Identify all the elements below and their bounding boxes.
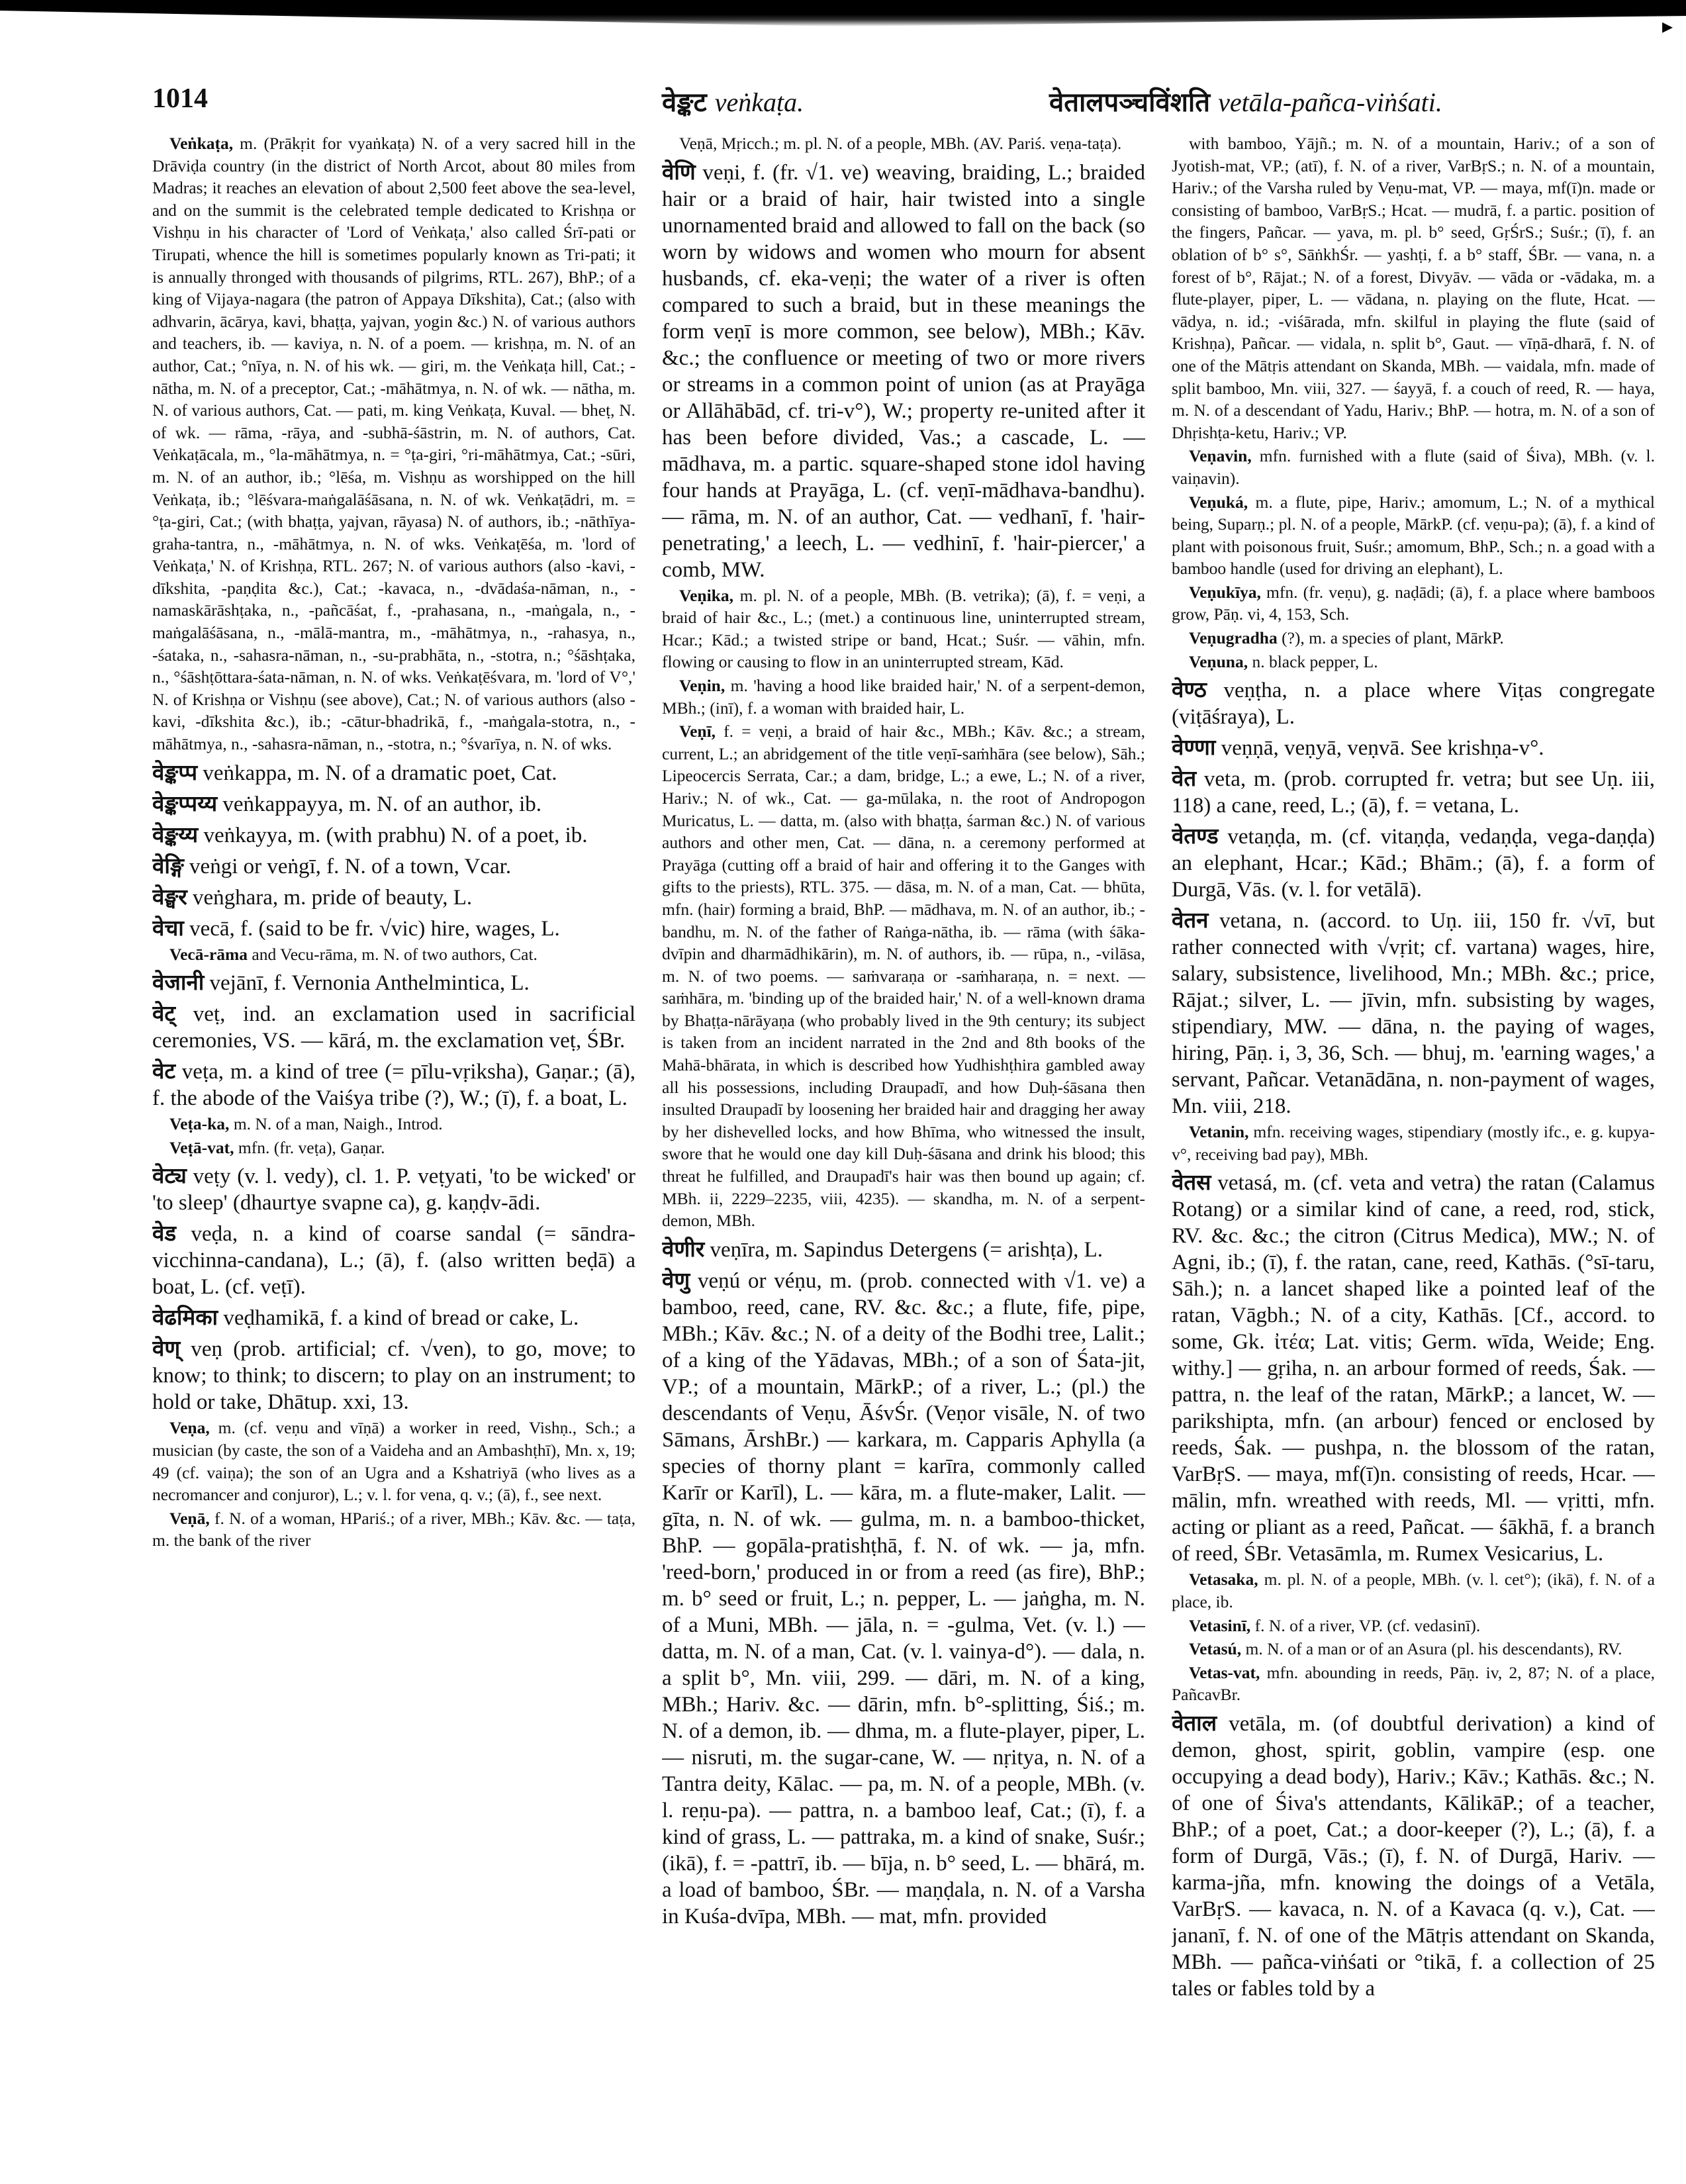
entry-definition: mfn. furnished with a flute (said of Śiva), MBh. (v. l. vaiṇavin).: [1172, 446, 1655, 488]
entry-headword: Vetas-vat,: [1189, 1662, 1260, 1682]
dictionary-entry: [152, 1335, 635, 1415]
dictionary-entry: [152, 943, 635, 966]
entry-headword: Veṇa,: [169, 1418, 210, 1438]
entry-definition: mfn. (fr. veṭa), Gaṇar.: [234, 1137, 385, 1157]
entry-definition: vecā, f. (said to be fr. √vic) hire, wages, L.: [183, 916, 560, 941]
dictionary-entry: [1172, 1615, 1655, 1637]
entry-definition: veṇú or véṇu, m. (prob. connected with √1. ve) a bamboo, reed, cane, RV. &c. &c.; a flute, fife, pipe, MBh.; Kāv. &c.; N. of a deity of the Bodhi tree, Lalit.; of a king of the Yādavas, MBh.; of a son of Śata-jit, VP.; of a mountain, MārkP.; of a river, L.; (pl.) the descendants of Veṇu, ĀśvŚr. (Veṇor visāle, N. of two Sāmans, ĀrshBr.) — karkara, m. Capparis Aphylla (a species of thorny plant = karīra, commonly called Karīr or Karīl), L. — kāra, m. a flute-maker, Lalit. — gīta, n. N. of wk. — gulma, m. n. a bamboo-thicket, BhP. — gopāla-pratishṭhā, f. N. of wk. — ja, mfn. 'reed-born,' produced in or from a reed (as fire), BhP.; m. b° seed or fruit, L.; n. pepper, L. — jaṅgha, m. N. of a Muni, MBh. — jāla, n. = -gulma, Vet. (v. l.) — datta, m. N. of a man, Cat. (v. l. vainya-d°). — dala, n. a split b°, Mn. viii, 299. — dāri, m. N. of a king, MBh.; Hariv. &c. — dārin, mfn. b°-splitting, Śiś.; m. N. of a demon, ib. — dhma, m. a flute-player, piper, L. — nisruti, m. the sugar-cane, W. — nṛitya, n. N. of a Tantra deity, Kālac. — pa, m. N. of a people, MBh. (v. l. reṇu-pa). — pattra, n. a bamboo leaf, Cat.; (ī), f. a kind of grass, L. — pattraka, m. a kind of snake, Suśr.; (ikā), f. = -pattrī, ib. — bīja, n. b° seed, L. — bhārá, m. a load of bamboo, ŚBr. — maṇḍala, n. N. of a Varsha in Kuśa-dvīpa, MBh. — mat, mfn. provided: [662, 1268, 1145, 1928]
right-headword-roman: vetāla-pañca-viṅśati.: [1218, 87, 1442, 117]
entry-headword: वेणि: [662, 158, 696, 185]
entry-definition: veṇ (prob. artificial; cf. √ven), to go, move; to know; to think; to discern; to play on an instrument; to hold or take, Dhātup. xxi, 13.: [152, 1337, 635, 1415]
entry-definition: with bamboo, Yājñ.; m. N. of a mountain, Hariv.; of a son of Jyotish-mat, VP.; (atī), f. N. of a river, VarBṛS.; n. N. of a mountain, Hariv.; of the Varsha ruled by Veṇu-mat, VP. — maya, mf(ī)n. made or consisting of bamboo, VarBṛS.; Hcat. — mudrā, f. a partic. position of the fingers, Pañcar. — yava, m. pl. b° seed, GṛŚrS.; Suśr.; (ī), f. an oblation of b° s°, SāṅkhŚr. — yashṭi, f. a b° staff, ŚBr. — vana, n. a forest of b°, Rājat.; N. of a forest, Divyāv. — vāda or -vādaka, m. a flute-player, piper, L. — vādana, n. playing on the flute, Hcat. — vādya, n. id.; -viśārada, mfn. skilful in playing the flute (said of Krishṇa), Pañcar. — vidala, n. split b°, Gaut. — vīṇā-dharā, f. N. of one of the Mātṛis attendant on Skanda, MBh. — vaidala, mfn. made of split bamboo, Mn. viii, 327. — śayyā, f. a couch of reed, R. — haya, m. N. of a descendant of Yadu, Hariv.; BhP. — hotra, m. N. of a son of Dhṛishṭa-ketu, Hariv.; VP.: [1172, 134, 1655, 442]
entry-definition: veṭa, m. a kind of tree (= pīlu-vṛiksha), Gaṇar.; (ā), f. the abode of the Vaiśya tribe (?), W.; (ī), f. a boat, L.: [152, 1060, 635, 1111]
dictionary-entry: [662, 675, 1145, 719]
entry-definition: m. pl. N. of a people, MBh. (B. vetrika); (ā), f. = veṇi, a braid of hair &c., L.; (met.) a continuous line, uninterrupted stream, Hcar.; Kād.; a twisted stripe or band, Hcat.; Suśr. — vāhin, mfn. flowing or causing to flow in an uninterrupted stream, Kād.: [662, 585, 1145, 672]
entry-headword: वेङ्घर: [152, 883, 187, 910]
dictionary-columns: [152, 132, 1662, 2145]
entry-definition: veṇīra, m. Sapindus Detergens (= arishṭa), L.: [704, 1237, 1103, 1262]
entry-definition: f. = veṇi, a braid of hair &c., MBh.; Kāv. &c.; a stream, current, L.; an abridgement of the title veṇī-saṁhāra (see below), Sāh.; Lipeocercis Serrata, Car.; a dam, bridge, L.; a ewe, L.; N. of a river, Hariv.; N. of wk., Cat. — ga-mūlaka, n. the root of Andropogon Muricatus, L. — datta, m. (also with bhaṭṭa, śarman &c.) N. of various authors and other men, Cat. — dāna, n. a ceremony performed at Prayāga (cutting off a braid of hair and offering it to the Ganges with gifts to the priests), RTL. 375. — dāsa, m. N. of a man, Cat. — bhūta, mfn. (hair) forming a braid, BhP. — mādhava, m. N. of an author, ib.; -bandhu, m. N. of the father of Raṅga-nātha, ib. — rāma (with śāka-dvīpin and dharmādhikārin), m. N. of authors, ib. — rūpa, n., -vilāsa, m. N. of two poems. — saṁvaraṇa or -saṁharaṇa, n. = next. — saṁhāra, m. 'binding up of the braided hair,' N. of a well-known drama by Bhaṭṭa-nārāyaṇa (who probably lived in the 9th century; its subject is taken from an incident narrated in the 2nd and 8th books of the Mahā-bhārata, in which is described how Yudhishṭhira gambled away all his possessions, including Draupadī, and how Duḥ-śāsana then insulted Draupadī by loosening her braided hair and dragging her away by her dishevelled locks, and how Bhīma, who witnessed the insult, swore that he would one day kill Duḥ-śāsana and drink his blood; this threat he fulfilled, and Draupadī's hair was then bound up again; cf. MBh. ii, 2229–2235, viii, 4235). — skandha, m. N. of a serpent-demon, MBh.: [662, 722, 1145, 1231]
dictionary-entry: [662, 159, 1145, 583]
entry-definition: veṅkappayya, m. N. of an author, ib.: [217, 792, 541, 816]
column-2: [662, 132, 1145, 2145]
entry-definition: vetaṇḍa, m. (cf. vitaṇḍa, vedaṇḍa, vega-daṇḍa) an elephant, Hcar.; Kād.; Bhām.; (ā), f. a form of Durgā, Vās. (v. l. for vetālā).: [1172, 825, 1655, 902]
dictionary-entry: [152, 1417, 635, 1505]
dictionary-entry: [152, 969, 635, 996]
entry-definition: veṇi, f. (fr. √1. ve) weaving, braiding, L.; braided hair or a braid of hair, hair twisted into a single unornamented braid and allowed to fall on the back (so worn by widows and women who mourn for absent husbands, cf. eka-veṇi; the water of a river is often compared to such a braid, but in these meanings the form veṇī is more common, see below), MBh.; Kāv. &c.; the confluence or meeting of two or more rivers or streams in a common point of union (as at Prayāga or Allāhābād, cf. tri-v°), W.; property re-united after it has been before divided, Vas.; a cascade, L. — mādhava, m. a partic. square-shaped stone idol having four hands at Prayāga, L. (cf. veṇī-mādhava-bandhu). — rāma, m. N. of an author, Cat. — vedhanī, f. 'hair-penetrating,' a leech, L. — vedhinī, f. 'hair-piercer,' a comb, MW.: [662, 160, 1145, 582]
dictionary-entry: [1172, 907, 1655, 1119]
entry-definition: m. (cf. veṇu and vīṇā) a worker in reed, Vishṇ., Sch.; a musician (by caste, the son of a Vaideha and an Ambashṭhī), Mn. x, 19; 49 (cf. vaiṇa); the son of an Ugra and a Kshatriyā (who lives as a necromancer and conjuror), L.; v. l. for vena, q. v.; (ā), f., see next.: [152, 1418, 635, 1505]
entry-definition: vetana, n. (accord. to Uṇ. iii, 150 fr. √vī, but rather connected with √vṛit; cf. vartana) wages, hire, salary, subsistence, livelihood, Mn.; MBh. &c.; price, Rājat.; silver, L. — jīvin, mfn. subsisting by wages, stipendiary, MW. — dāna, n. the paying of wages, hiring, Pāṇ. i, 3, 36, Sch. — bhuj, m. 'earning wages,' a servant, Pañcar. Vetanādāna, n. non-payment of wages, Mn. viii, 218.: [1172, 909, 1655, 1119]
entry-definition: vejānī, f. Vernonia Anthelmintica, L.: [204, 971, 530, 996]
entry-headword: वेजानी: [152, 969, 205, 996]
entry-definition: f. N. of a woman, HPariś.; of a river, MBh.; Kāv. &c. — taṭa, m. the bank of the river: [152, 1508, 635, 1550]
left-headword-devanagari: वेङ्कट: [662, 87, 707, 118]
dictionary-entry: [1172, 445, 1655, 489]
entry-headword: वेङ्कय्य: [152, 821, 199, 847]
entry-headword: Veṅkaṭa,: [169, 134, 234, 153]
dictionary-entry: [152, 1163, 635, 1216]
entry-headword: Veṇuna,: [1189, 651, 1248, 671]
dictionary-entry: [1172, 1662, 1655, 1706]
dictionary-entry: [152, 1220, 635, 1300]
dictionary-entry: [152, 1507, 635, 1552]
entry-definition: veṇṇā, veṇyā, veṇvā. See krishṇa-v°.: [1215, 736, 1544, 761]
dictionary-entry: [152, 132, 635, 755]
entry-headword: वेड: [152, 1220, 177, 1247]
entry-headword: Veṇukīya,: [1189, 582, 1261, 602]
entry-definition: veṅkappa, m. N. of a dramatic poet, Cat.: [197, 761, 557, 785]
page-number: 1014: [152, 83, 208, 114]
entry-definition: veta, m. (prob. corrupted fr. vetra; but see Uṇ. iii, 118) a cane, reed, L.; (ā), f. = vetana, L.: [1172, 767, 1655, 818]
entry-definition: veṭ, ind. an exclamation used in sacrificial ceremonies, VS. — kārá, m. the exclamation veṭ, ŚBr.: [152, 1002, 635, 1053]
entry-headword: Vetasinī,: [1189, 1615, 1251, 1635]
left-headword-roman: veṅkaṭa.: [714, 87, 804, 117]
entry-definition: Veṇā, Mṛicch.; m. pl. N. of a people, MBh. (AV. Pariś. veṇa-taṭa).: [679, 134, 1122, 153]
entry-headword: वेङ्कप्प: [152, 759, 198, 785]
entry-definition: vetasá, m. (cf. veta and vetra) the ratan (Calamus Rotang) or a similar kind of cane, a reed, rod, stick, RV. &c. &c.; the citron (Citrus Medica), MW.; N. of Agni, ib.; (ī), f. the ratan, cane, reed, Kathās. (°sī-taru, Sāh.); n. a lancet shaped like a pointed leaf of the ratan, Vāgbh.; N. of a city, Kathās. [Cf., accord. to some, Gk. ἰτέα; Lat. vitis; Germ. wīda, Weide; Eng. withy.] — gṛiha, n. an arbour formed of reeds, Śak. — pattra, n. the leaf of the ratan, MārkP.; a lancet, W. — parikshipta, mfn. (an arbour) fenced or enclosed by reeds, Śak. — pushpa, n. the blossom of the ratan, VarBṛS. — maya, mf(ī)n. consisting of reeds, Hcar. — mālin, mfn. wreathed with reeds, Ml. — vṛitti, mfn. acting or pliant as a reed, Pañcat. — śākhā, f. a branch of reed, ŚBr. Vetasāmla, m. Rumex Vesicarius, L.: [1172, 1171, 1655, 1566]
entry-headword: Vetanin,: [1189, 1122, 1249, 1142]
right-running-headword: [1049, 83, 1442, 119]
entry-definition: m. N. of a man, Naigh., Introd.: [229, 1114, 443, 1134]
dictionary-entry: [662, 132, 1145, 155]
entry-definition: veṇṭha, n. a place where Viṭas congregate (viṭāśraya), L.: [1172, 679, 1655, 730]
entry-headword: वेणु: [662, 1266, 690, 1293]
entry-headword: वेतन: [1172, 907, 1209, 933]
entry-headword: वेङ्गि: [152, 852, 184, 878]
entry-definition: and Vecu-rāma, m. N. of two authors, Cat.: [248, 944, 538, 964]
entry-definition: f. N. of a river, VP. (cf. vedasinī).: [1250, 1615, 1481, 1635]
entry-headword: Veṇuká,: [1189, 492, 1248, 512]
entry-headword: वेण्णा: [1172, 734, 1216, 761]
entry-definition: veṅgi or veṅgī, f. N. of a town, Vcar.: [183, 854, 512, 878]
dictionary-entry: [662, 1267, 1145, 1930]
dictionary-entry: [152, 1058, 635, 1112]
entry-definition: veṅghara, m. pride of beauty, L.: [187, 885, 473, 910]
entry-headword: Veṇin,: [679, 675, 726, 695]
entry-headword: Veṭā-vat,: [169, 1137, 234, 1157]
entry-headword: Veṇugradha: [1189, 628, 1278, 648]
entry-definition: m. 'having a hood like braided hair,' N. of a serpent-demon, MBh.; (inī), f. a woman with braided hair, L.: [662, 675, 1145, 718]
left-running-headword: [662, 83, 804, 119]
entry-definition: m. pl. N. of a people, MBh. (v. l. cet°); (ikā), f. N. of a place, ib.: [1172, 1570, 1655, 1612]
dictionary-entry: [152, 822, 635, 849]
entry-headword: वेतस: [1172, 1169, 1211, 1196]
dictionary-entry: [1172, 1710, 1655, 2002]
entry-definition: m. N. of a man or of an Asura (pl. his descendants), RV.: [1241, 1639, 1622, 1659]
entry-headword: वेत: [1172, 765, 1197, 792]
column-3: [1172, 132, 1655, 2145]
dictionary-entry: [1172, 765, 1655, 819]
dictionary-entry: [152, 1137, 635, 1159]
entry-headword: वेतण्ड: [1172, 823, 1219, 849]
dictionary-entry: [1172, 677, 1655, 730]
entry-definition: m. a flute, pipe, Hariv.; amomum, L.; N. of a mythical being, Suparṇ.; pl. N. of a people, MārkP. (cf. veṇu-pa); (ā), f. a kind of plant with poisonous fruit, Suśr.; amomum, BhP., Sch.; n. a goad with a bamboo handle (used for driving an elephant), L.: [1172, 492, 1655, 579]
entry-definition: veṭy (v. l. vedy), cl. 1. P. veṭyati, 'to be wicked' or 'to sleep' (dhaurtye svapne ca), g. kaṇḍv-ādi.: [152, 1164, 635, 1215]
entry-headword: Veṭa-ka,: [169, 1114, 230, 1134]
dictionary-entry: [152, 884, 635, 911]
entry-definition: veḍa, n. a kind of coarse sandal (= sāndra-vicchinna-candana), L.; (ā), f. (also written beḍā) a boat, L. (cf. veṭī).: [152, 1222, 635, 1300]
entry-headword: वेट्य: [152, 1163, 187, 1189]
dictionary-entry: [662, 585, 1145, 673]
entry-headword: वेण्: [152, 1335, 181, 1362]
entry-headword: वेङ्कप्पय्य: [152, 790, 218, 816]
dictionary-entry: [1172, 1169, 1655, 1567]
entry-headword: Vecā-rāma: [169, 944, 248, 964]
dictionary-entry: [1172, 627, 1655, 649]
column-1: [152, 132, 635, 2145]
dictionary-entry: [1172, 1638, 1655, 1660]
dictionary-entry: [1172, 132, 1655, 444]
dictionary-entry: [1172, 823, 1655, 903]
entry-headword: Veṇavin,: [1189, 446, 1252, 466]
entry-headword: Veṇī,: [679, 722, 716, 741]
dictionary-entry: [152, 915, 635, 942]
dictionary-entry: [1172, 1568, 1655, 1613]
entry-headword: वेताल: [1172, 1710, 1217, 1736]
entry-headword: वेट्: [152, 1000, 175, 1027]
entry-headword: वेचा: [152, 914, 184, 941]
page-header: [152, 83, 1655, 129]
scan-edge-bar: [0, 0, 1686, 26]
dictionary-entry: [152, 1113, 635, 1135]
right-headword-devanagari: वेतालपञ्चविंशति: [1049, 87, 1211, 118]
entry-headword: Vetasú,: [1189, 1639, 1242, 1659]
dictionary-entry: [1172, 581, 1655, 626]
entry-definition: mfn. receiving wages, stipendiary (mostly ifc., e. g. kupya-v°, receiving bad pay), MBh.: [1172, 1122, 1655, 1164]
entry-headword: वेट: [152, 1058, 175, 1084]
entry-headword: वेण्ठ: [1172, 677, 1207, 703]
entry-headword: वेणीर: [662, 1235, 705, 1262]
entry-definition: veṅkayya, m. (with prabhu) N. of a poet, ib.: [198, 823, 588, 847]
scan-mark-icon: ▸: [1662, 14, 1673, 38]
entry-definition: m. (Prākṛit for vyaṅkaṭa) N. of a very sacred hill in the Drāviḍa country (in the district of North Arcot, about 80 miles from Madras; it reaches an elevation of about 2,500 feet above the sea-level, and on the summit is the celebrated temple dedicated to Krishṇa or Vishṇu in his character of 'Lord of Veṅkaṭa,' also called Śrī-pati or Tirupati, whence the hill is sometimes popularly known as Tri-pati; it is annually thronged with thousands of pilgrims, RTL. 267), BhP.; of a king of Vijaya-nagara (the patron of Appaya Dīkshita), Cat.; (also with adhvarin, ācārya, kavi, bhaṭṭa, yajvan, yogin &c.) N. of various authors and teachers, ib. — kaviya, n. N. of a poem. — krishṇa, m. N. of an author, Cat.; °nīya, n. N. of his wk. — giri, m. the Veṅkaṭa hill, Cat.; -nātha, m. N. of a preceptor, Cat.; -māhātmya, n. N. of wk. — nātha, m. N. of various authors, Cat. — pati, m. king Veṅkaṭa, Kuval. — bheṭ, N. of wk. — rāma, -rāya, and -subhā-śāstrin, m. N. of authors, Cat. Veṅkaṭācala, m., °la-māhātmya, n. = °ṭa-giri, °ri-māhātmya, Cat.; -sūri, m. N. of an author, ib.; °lēśa, m. Vishṇu as worshipped on the hill Veṅkaṭa, ib.; °lēśvara-maṅgalāśāsana, n. N. of wk. Veṅkaṭādri, m. = °ṭa-giri, Cat.; (with bhaṭṭa, yajvan, rāyasa) N. of authors, ib.; -nāthīya-graha-tantra, n., -māhātmya, n. N. of wks. Veṅkaṭēśa, m. 'lord of Veṅkaṭa,' N. of Krishṇa, RTL. 267; N. of various authors (also -kavi, -dīkshita, -paṇḍita &c.), Cat.; -kavaca, n., -dvādaśa-nāman, n., -namaskārāshṭaka, n., -pañcāśat, f., -prahasana, n., -maṅgala, n., -maṅgalāśāsana, n., -mālā-mantra, m., -māhātmya, n., -rahasya, n., -śataka, n., -sahasra-nāman, n., -su-prabhāta, n., -stotra, n.; °śāshṭaka, n., °śāshṭōttara-śata-nāman, n. N. of wks. Veṅkaṭēśvara, m. 'lord of V°,' N. of Krishṇa or Vishṇu (see above), Cat.; N. of various authors (also -kavi, -dīkshita &c.), ib.; -cātur-bhadrikā, f., -maṅgala-stotra, n., -māhātmya, n., -sahasra-nāman, n., -stotra, n.; °śvarīya, n. N. of wks.: [152, 134, 635, 754]
dictionary-entry: [1172, 651, 1655, 673]
entry-headword: Vetasaka,: [1189, 1570, 1258, 1590]
entry-definition: n. black pepper, L.: [1248, 651, 1378, 671]
dictionary-entry: [152, 1304, 635, 1331]
dictionary-entry: [1172, 1121, 1655, 1165]
entry-definition: mfn. (fr. veṇu), g. naḍādi; (ā), f. a place where bamboos grow, Pāṇ. vi, 4, 153, Sch.: [1172, 582, 1655, 624]
entry-definition: (?), m. a species of plant, MārkP.: [1277, 628, 1504, 648]
dictionary-entry: [662, 1236, 1145, 1263]
dictionary-entry: [152, 853, 635, 880]
dictionary-entry: [152, 759, 635, 786]
dictionary-entry: [662, 720, 1145, 1232]
dictionary-entry: [152, 1000, 635, 1054]
entry-headword: वेढमिका: [152, 1304, 218, 1331]
dictionary-entry: [1172, 491, 1655, 580]
entry-definition: vetāla, m. (of doubtful derivation) a kind of demon, ghost, spirit, goblin, vampire (esp. one occupying a dead body), Hariv.; Kāv.; Kathās. &c.; N. of one of Śiva's attendants, KālikāP.; of a teacher, BhP.; of a poet, Cat.; a door-keeper (?), L.; (ā), f. a form of Durgā, Vās.; (ī), f. N. of Durgā, Hariv. — karma-jña, mfn. knowing the doings of a Vetāla, VarBṛS. — kavaca, n. N. of a Kavaca (q. v.), Cat. — jananī, f. N. of one of the Mātṛis attendant on Skanda, MBh. — pañca-viṅśati or °tikā, f. a collection of 25 tales or fables told by a: [1172, 1712, 1655, 2001]
dictionary-entry: [1172, 734, 1655, 761]
dictionary-entry: [152, 790, 635, 818]
entry-headword: Veṇā,: [169, 1508, 210, 1528]
entry-definition: mfn. abounding in reeds, Pāṇ. iv, 2, 87; N. of a place, PañcavBr.: [1172, 1662, 1655, 1705]
entry-definition: veḍhamikā, f. a kind of bread or cake, L.: [218, 1306, 579, 1331]
entry-headword: Veṇika,: [679, 585, 733, 605]
